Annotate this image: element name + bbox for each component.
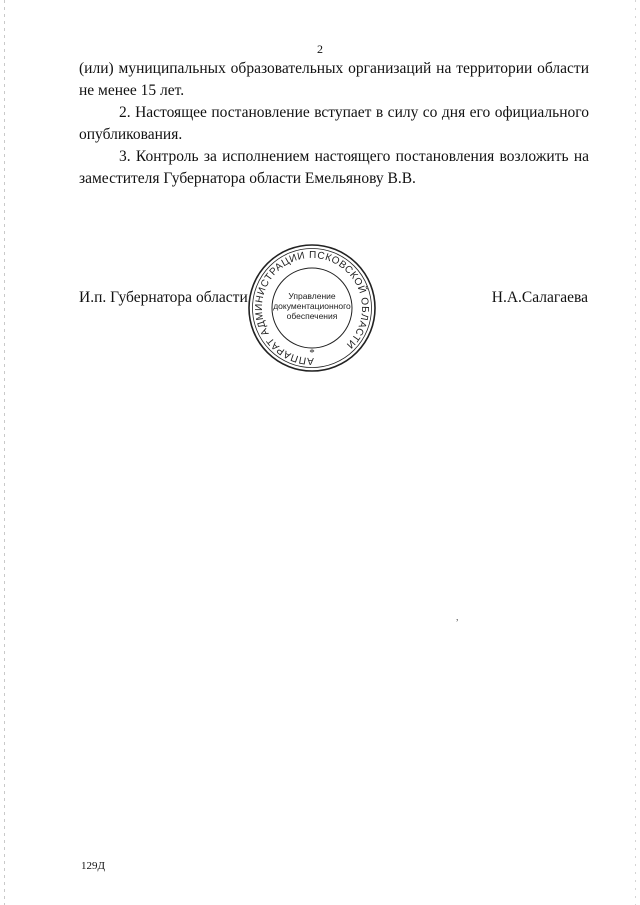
footer-document-code: 129Д — [81, 860, 106, 872]
seal-center-text — [273, 284, 351, 328]
official-seal — [244, 240, 380, 376]
seal-center-line: документационного — [273, 301, 351, 311]
seal-ring-text: АППАРАТ АДМИНИСТРАЦИИ ПСКОВСКОЙ ОБЛАСТИ — [253, 249, 371, 367]
seal-star-icon: * — [309, 347, 315, 359]
scan-right-edge — [635, 0, 636, 905]
paragraph-continuation: (или) муниципальных образовательных организаций на территории области не менее 15 лет. — [79, 60, 589, 99]
scan-left-edge — [4, 0, 5, 905]
page-number: 2 — [317, 42, 323, 56]
document-body — [79, 58, 589, 190]
stray-mark: , — [456, 612, 459, 623]
signatory-position: И.п. Губернатора области — [79, 289, 248, 306]
paragraph-2: 2. Настоящее постановление вступает в силу со дня его официального опубликования. — [79, 104, 589, 143]
seal-center-line: обеспечения — [286, 311, 338, 321]
paragraph-3: 3. Контроль за исполнением настоящего постановления возложить на заместителя Губернатора области Емельянову В.В. — [79, 148, 589, 187]
signatory-name: Н.А.Салагаева — [491, 289, 588, 306]
seal-center-line: Управление — [288, 291, 336, 301]
